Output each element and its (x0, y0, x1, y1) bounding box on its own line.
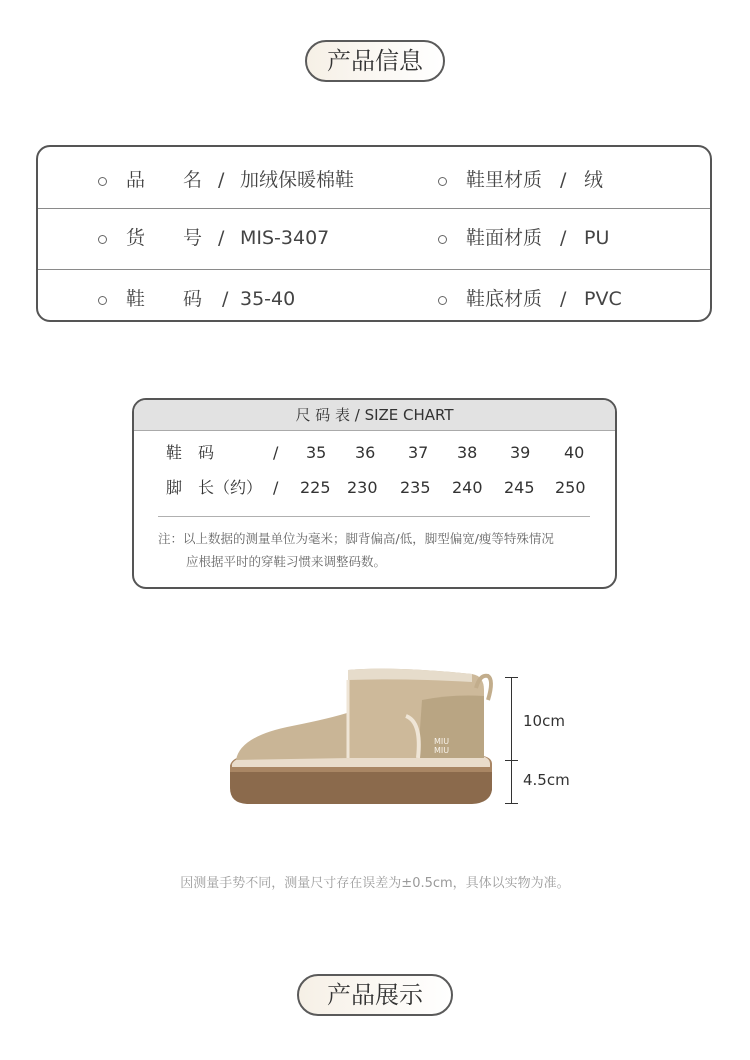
bullet-icon (438, 296, 447, 305)
size-cell: 37 (408, 443, 429, 462)
info-value-name: 加绒保暖棉鞋 (240, 169, 355, 191)
info-label-size: 鞋 码 (126, 288, 203, 310)
size-cell: 38 (457, 443, 478, 462)
info-value-sole: PVC (584, 288, 622, 310)
length-row-label: 脚 长（约） (166, 478, 263, 497)
info-label-upper: 鞋面材质 (466, 227, 543, 249)
size-row-label: 鞋 码 (166, 443, 215, 462)
size-note-line2: 应根据平时的穿鞋习惯来调整码数。 (186, 554, 387, 569)
measure-tick (505, 760, 518, 761)
bullet-icon (438, 177, 447, 186)
length-cell: 240 (452, 478, 483, 497)
length-cell: 230 (347, 478, 378, 497)
bullet-icon (438, 235, 447, 244)
separator: / (222, 288, 229, 310)
info-value-lining: 绒 (584, 169, 604, 191)
product-info-header: 产品信息 (305, 40, 445, 82)
size-cell: 39 (510, 443, 531, 462)
bullet-icon (98, 177, 107, 186)
separator: / (273, 478, 279, 497)
separator: / (218, 169, 225, 191)
info-value-size: 35-40 (240, 288, 296, 310)
size-chart (132, 398, 617, 589)
bullet-icon (98, 235, 107, 244)
measure-tick (505, 677, 518, 678)
size-cell: 36 (355, 443, 376, 462)
size-note-line1: 注：以上数据的测量单位为毫米；脚背偏高/低，脚型偏宽/瘦等特殊情况 (158, 531, 554, 546)
divider (158, 516, 590, 517)
info-label-model: 货 号 (126, 227, 203, 249)
info-row (38, 151, 710, 209)
separator: / (273, 443, 279, 462)
boot-logo-line2: MIU (434, 746, 450, 755)
size-chart-title: 尺 码 表 / SIZE CHART (134, 400, 615, 431)
separator: / (560, 169, 567, 191)
product-display-header: 产品展示 (297, 974, 453, 1016)
length-cell: 225 (300, 478, 331, 497)
separator: / (560, 227, 567, 249)
length-cell: 235 (400, 478, 431, 497)
info-label-lining: 鞋里材质 (466, 169, 543, 191)
info-label-name: 品 名 (126, 169, 203, 191)
product-info-table (36, 145, 712, 322)
measure-tick (505, 803, 518, 804)
boot-logo-line1: MIU (434, 737, 450, 746)
boot-illustration (222, 660, 512, 820)
info-value-upper: PU (584, 227, 610, 249)
size-cell: 35 (306, 443, 327, 462)
bullet-icon (98, 296, 107, 305)
length-cell: 250 (555, 478, 586, 497)
platform-height-label: 4.5cm (523, 771, 570, 789)
measure-line (511, 677, 512, 803)
separator: / (218, 227, 225, 249)
info-row (38, 208, 710, 267)
length-row (134, 473, 615, 503)
info-row (38, 269, 710, 328)
info-label-sole: 鞋底材质 (466, 288, 543, 310)
length-cell: 245 (504, 478, 535, 497)
measurement-disclaimer: 因测量手势不同，测量尺寸存在误差为±0.5cm，具体以实物为准。 (180, 876, 570, 891)
separator: / (560, 288, 567, 310)
size-row (134, 438, 615, 468)
size-cell: 40 (564, 443, 585, 462)
info-value-model: MIS-3407 (240, 227, 330, 249)
shaft-height-label: 10cm (523, 712, 565, 730)
